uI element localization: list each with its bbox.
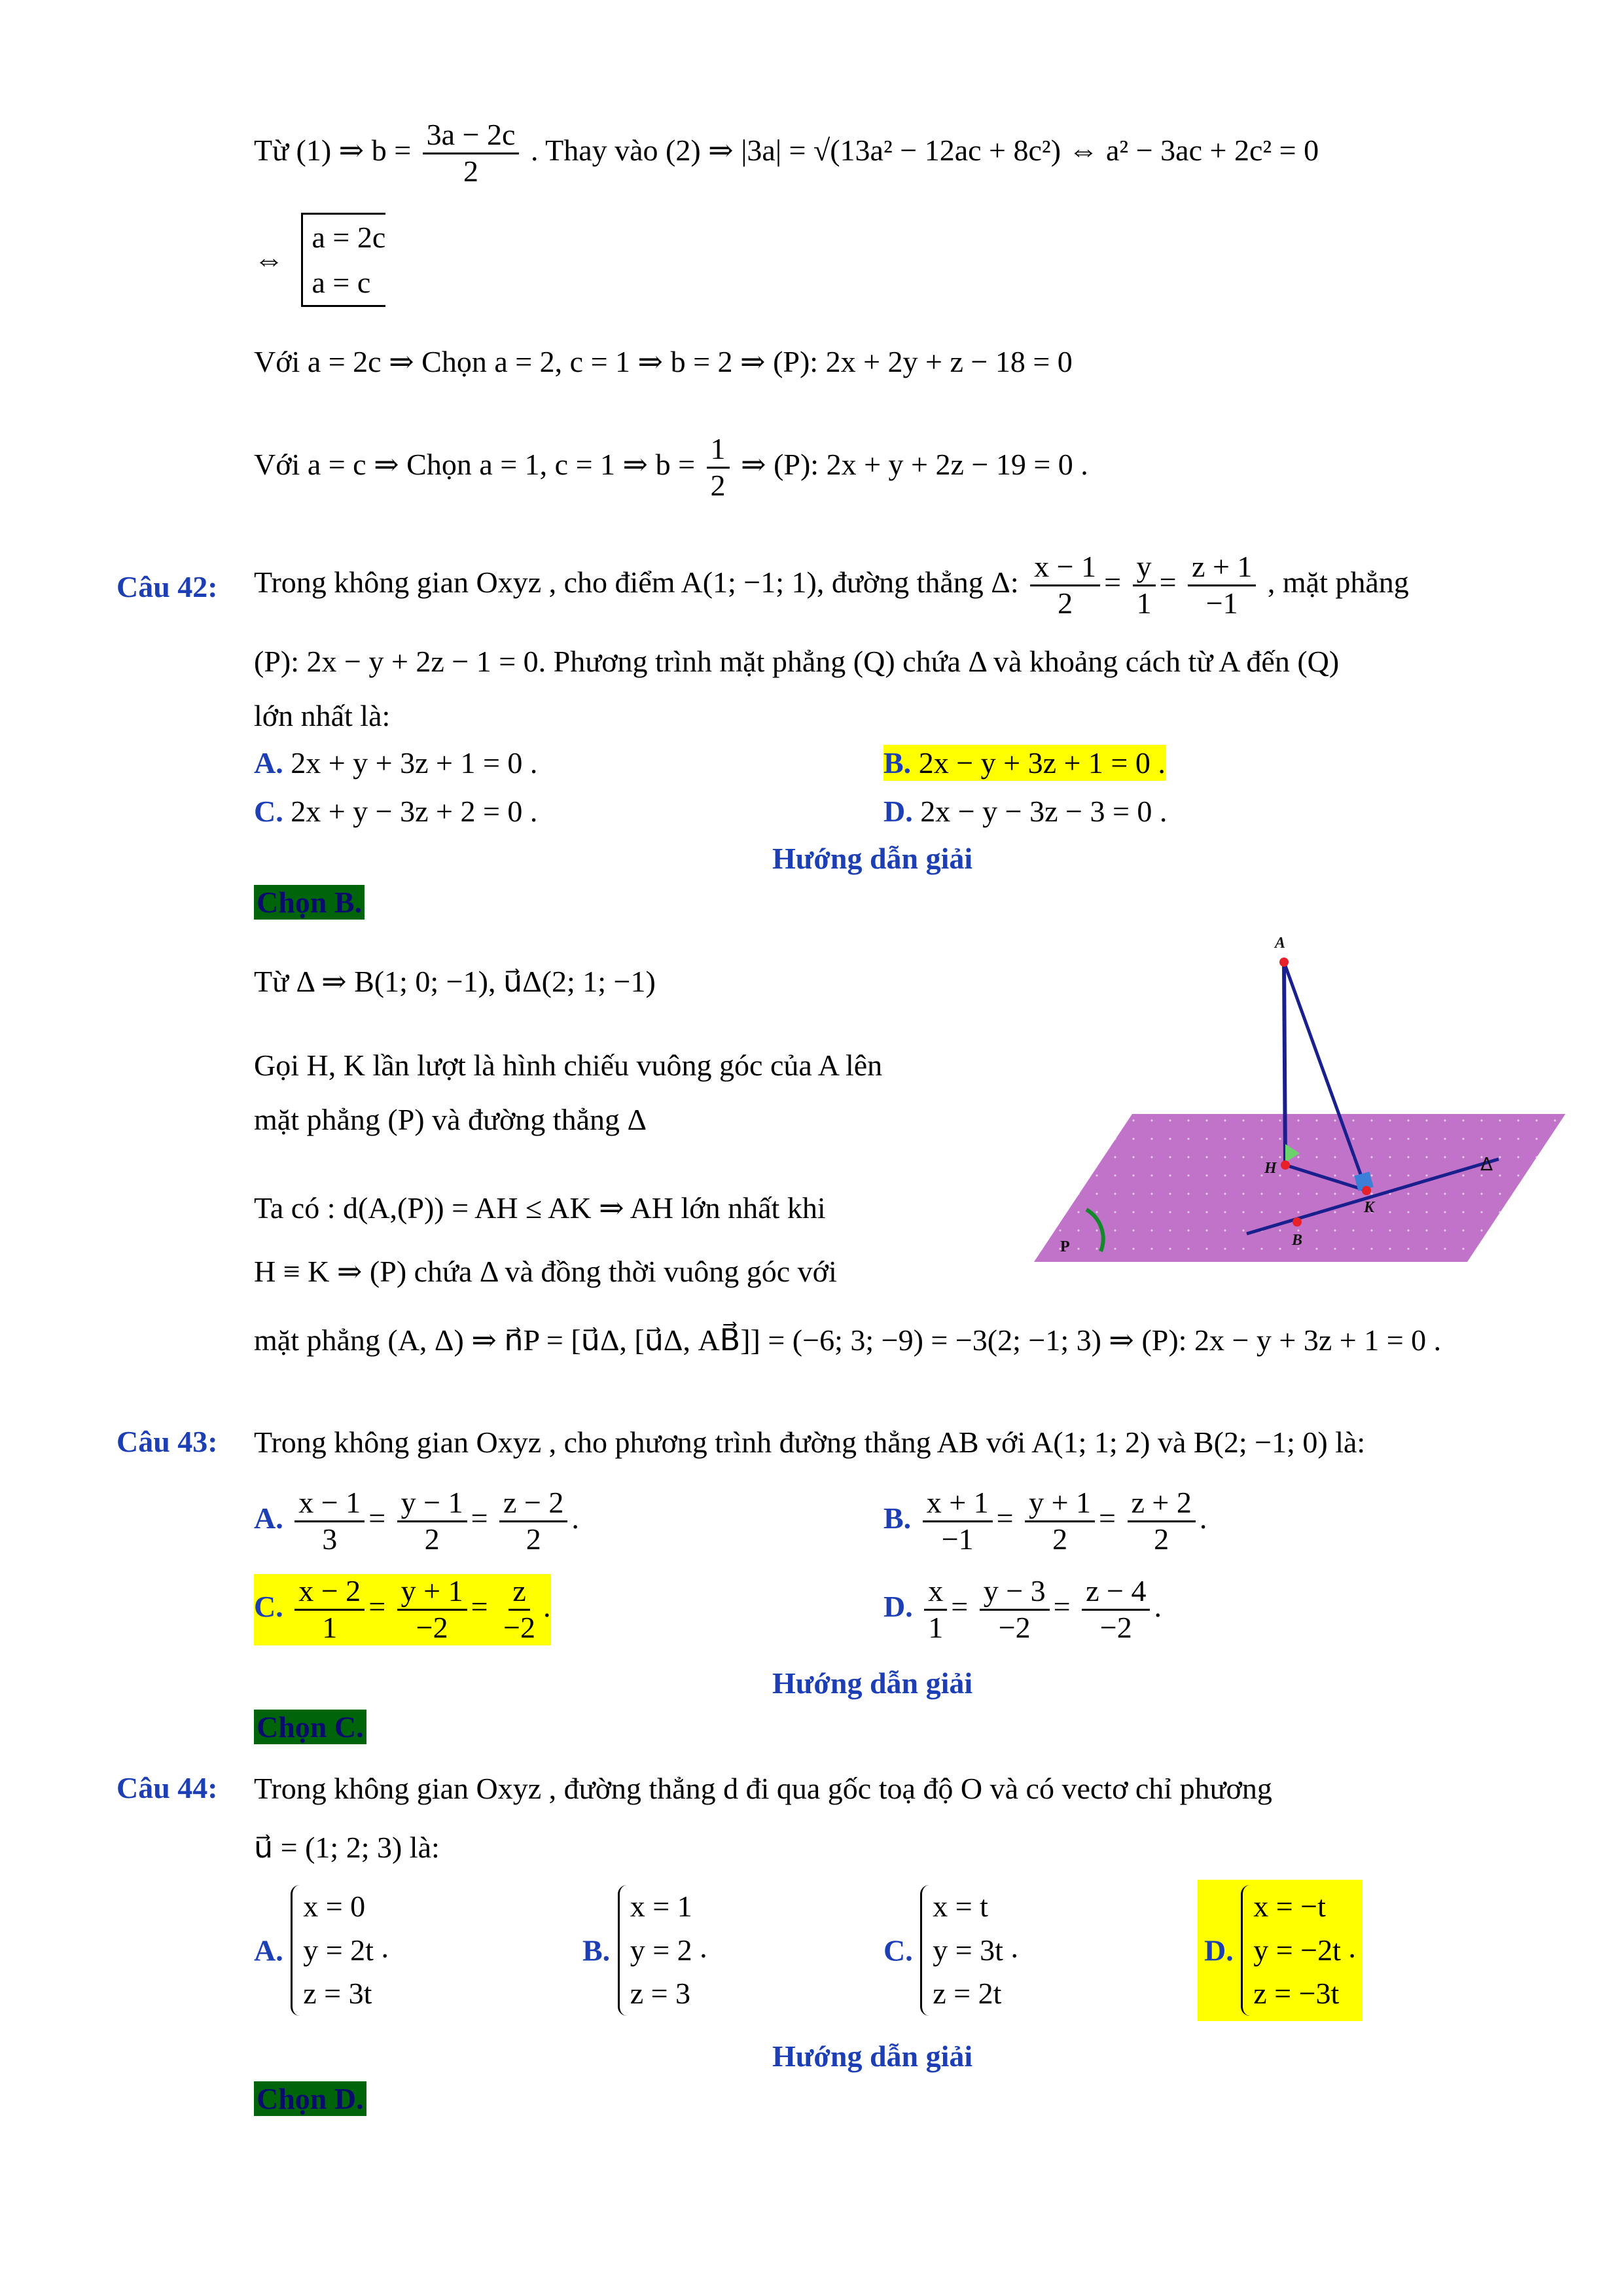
q44-option-a[interactable]: A. x = 0 y = 2t z = 3t . <box>254 1885 389 2016</box>
question-42-stem-3: lớn nhất là: <box>254 699 391 732</box>
q44-option-b[interactable]: B. x = 1 y = 2 z = 3 . <box>582 1885 707 2016</box>
question-42-stem-2: (P): 2x − y + 2z − 1 = 0. Phương trình mặt phẳng (Q) chứa Δ và khoảng cách từ A đến (Q) <box>254 645 1340 678</box>
q43-guide-heading: Hướng dẫn giải <box>772 1666 973 1700</box>
q42-option-c[interactable]: C. 2x + y − 3z + 2 = 0 . <box>254 795 538 828</box>
q43-option-d[interactable]: D. $\frac{x}{1}$ = $\frac{y - 3}{-2}$ = $\frac{z - 4}{-2}$ . <box>883 1574 1162 1644</box>
prev-case-system: ⇔ a = 2c a = c <box>254 213 385 307</box>
prev-line-4: Với a = c ⇒ Chọn a = 1, c = 1 ⇒ b = $\frac{1}{2}$ ⇒ (P): 2x + y + 2z − 19 = 0 . <box>254 432 1088 502</box>
question-42-label: Câu 42: <box>116 570 218 603</box>
q44-answer-tag: Chọn D. <box>254 2081 366 2116</box>
question-42-stem-1: Trong không gian Oxyz , cho điểm A(1; −1; 1), đường thẳng Δ: $\frac{x - 1}{2}$ = $\frac{y}{1}$ = $\frac{z + 1}{-1}$ , mặt phẳng <box>254 550 1409 620</box>
label-a: A <box>1275 935 1286 952</box>
question-44-stem-2: u⃗ = (1; 2; 3) là: <box>254 1831 440 1864</box>
segment-ah <box>1284 962 1285 1165</box>
question-43-stem: Trong không gian Oxyz , cho phương trình đường thẳng AB với A(1; 1; 2) và B(2; −1; 0) là: <box>254 1426 1366 1459</box>
question-44-stem-1: Trong không gian Oxyz , đường thẳng d đi qua gốc toạ độ O và có vectơ chỉ phương <box>254 1772 1272 1805</box>
prev-line-1: Từ (1) ⇒ b = $\frac{3a - 2c}{2}$ . Thay vào (2) ⇒ |3a| = √(13a² − 12ac + 8c²) ⇔ a² − 3ac + 2c² = 0 <box>254 118 1319 188</box>
q44-option-c[interactable]: C. x = t y = 3t z = 2t . <box>883 1885 1018 2016</box>
q42-solution-2: Gọi H, K lần lượt là hình chiếu vuông góc của A lên <box>254 1049 883 1082</box>
q43-option-a[interactable]: A. $\frac{x - 1}{3}$ = $\frac{y - 1}{2}$ = $\frac{z - 2}{2}$ . <box>254 1486 579 1556</box>
question-44-label: Câu 44: <box>116 1771 218 1804</box>
q43-option-b[interactable]: B. $\frac{x + 1}{-1}$ = $\frac{y + 1}{2}$ = $\frac{z + 2}{2}$ . <box>883 1486 1207 1556</box>
label-k: K <box>1364 1199 1375 1216</box>
label-h: H <box>1264 1160 1277 1177</box>
q42-solution-4: Ta có : d(A,(P)) = AH ≤ AK ⇒ AH lớn nhất khi <box>254 1191 826 1225</box>
q42-solution-6: mặt phẳng (A, Δ) ⇒ n⃗P = [u⃗Δ, [u⃗Δ, AB⃗]] = (−6; 3; −9) = −3(2; −1; 3) ⇒ (P): 2x − y + 3z + 1 = 0 . <box>254 1323 1442 1357</box>
q44-guide-heading: Hướng dẫn giải <box>772 2039 973 2073</box>
q42-option-d[interactable]: D. 2x − y − 3z − 3 = 0 . <box>883 795 1168 828</box>
q43-option-c[interactable]: C. $\frac{x - 2}{1}$ = $\frac{y + 1}{-2}$ = $\frac{z}{-2}$ . <box>254 1574 551 1644</box>
q44-option-d[interactable]: D. x = −t y = −2t z = −3t . <box>1198 1880 1363 2021</box>
q42-guide-heading: Hướng dẫn giải <box>772 842 973 875</box>
q43-answer-tag: Chọn C. <box>254 1710 366 1744</box>
label-delta: Δ <box>1480 1153 1493 1175</box>
question-43-label: Câu 43: <box>116 1425 218 1458</box>
q42-option-b[interactable]: B. 2x − y + 3z + 1 = 0 . <box>883 745 1166 781</box>
q42-solution-1: Từ Δ ⇒ B(1; 0; −1), u⃗Δ(2; 1; −1) <box>254 965 656 998</box>
q42-geometry-figure <box>1021 916 1571 1283</box>
prev-line-3: Với a = 2c ⇒ Chọn a = 2, c = 1 ⇒ b = 2 ⇒ (P): 2x + 2y + z − 18 = 0 <box>254 345 1073 378</box>
label-b: B <box>1292 1232 1303 1249</box>
q42-solution-3: mặt phẳng (P) và đường thẳng Δ <box>254 1103 647 1136</box>
label-p: P <box>1060 1238 1070 1255</box>
q42-option-a[interactable]: A. 2x + y + 3z + 1 = 0 . <box>254 746 538 780</box>
q42-answer-tag: Chọn B. <box>254 885 365 920</box>
q42-solution-5: H ≡ K ⇒ (P) chứa Δ và đồng thời vuông góc với <box>254 1255 837 1288</box>
